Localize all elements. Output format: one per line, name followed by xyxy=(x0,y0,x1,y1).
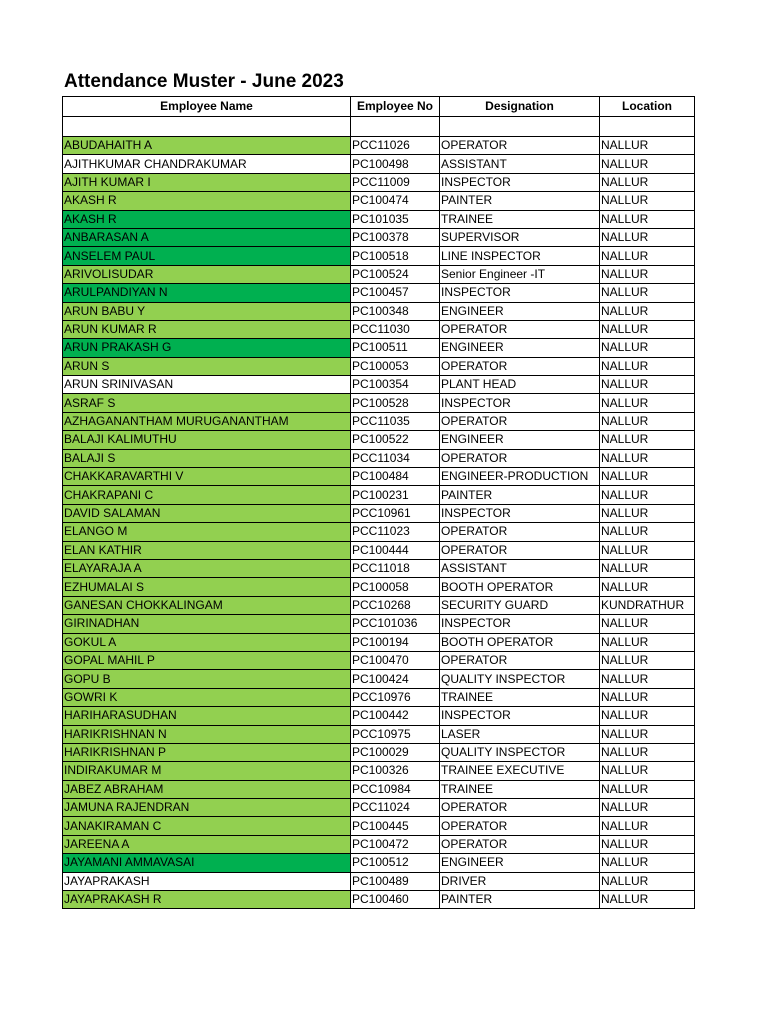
employee-name-cell: ARIVOLISUDAR xyxy=(63,265,351,283)
location-cell: NALLUR xyxy=(600,137,695,155)
employee-no-cell: PC100524 xyxy=(351,265,440,283)
location-cell: NALLUR xyxy=(600,302,695,320)
employee-name-cell: CHAKRAPANI C xyxy=(63,486,351,504)
table-row xyxy=(63,854,695,872)
employee-name-cell: ELAN KATHIR xyxy=(63,541,351,559)
table-row xyxy=(63,468,695,486)
designation-cell: BOOTH OPERATOR xyxy=(440,633,600,651)
location-cell: NALLUR xyxy=(600,228,695,246)
table-row xyxy=(63,633,695,651)
employee-name-cell: AKASH R xyxy=(63,210,351,228)
location-cell: NALLUR xyxy=(600,394,695,412)
location-cell: NALLUR xyxy=(600,725,695,743)
employee-name-cell: GOPU B xyxy=(63,670,351,688)
employee-no-cell: PCC10268 xyxy=(351,596,440,614)
employee-name-cell: ARULPANDIYAN N xyxy=(63,284,351,302)
designation-cell: ENGINEER xyxy=(440,431,600,449)
table-row xyxy=(63,707,695,725)
designation-cell: PAINTER xyxy=(440,891,600,909)
designation-cell: OPERATOR xyxy=(440,523,600,541)
employee-name-cell: HARIHARASUDHAN xyxy=(63,707,351,725)
employee-name-cell: HARIKRISHNAN P xyxy=(63,743,351,761)
location-cell: NALLUR xyxy=(600,339,695,357)
employee-no-cell: PCC11034 xyxy=(351,449,440,467)
employee-no-cell: PC100489 xyxy=(351,872,440,890)
designation-cell: QUALITY INSPECTOR xyxy=(440,743,600,761)
attendance-table xyxy=(62,96,695,909)
location-cell: NALLUR xyxy=(600,872,695,890)
location-cell: NALLUR xyxy=(600,449,695,467)
table-row xyxy=(63,541,695,559)
employee-name-cell: ELANGO M xyxy=(63,523,351,541)
employee-no-cell: PC100511 xyxy=(351,339,440,357)
designation-cell: OPERATOR xyxy=(440,449,600,467)
designation-cell: LASER xyxy=(440,725,600,743)
designation-cell: OPERATOR xyxy=(440,541,600,559)
employee-name-cell: ARUN KUMAR R xyxy=(63,320,351,338)
location-cell: NALLUR xyxy=(600,523,695,541)
employee-no-cell: PC101035 xyxy=(351,210,440,228)
employee-no-cell: PC100518 xyxy=(351,247,440,265)
designation-cell: OPERATOR xyxy=(440,137,600,155)
location-cell: NALLUR xyxy=(600,688,695,706)
table-row xyxy=(63,596,695,614)
table-row xyxy=(63,799,695,817)
header-row xyxy=(63,97,695,117)
employee-name-cell: INDIRAKUMAR M xyxy=(63,762,351,780)
designation-cell: QUALITY INSPECTOR xyxy=(440,670,600,688)
employee-no-cell: PC100053 xyxy=(351,357,440,375)
designation-cell: TRAINEE EXECUTIVE xyxy=(440,762,600,780)
designation-cell: PAINTER xyxy=(440,486,600,504)
page-title: Attendance Muster - June 2023 xyxy=(64,71,344,92)
location-cell: NALLUR xyxy=(600,707,695,725)
location-cell: NALLUR xyxy=(600,468,695,486)
table-row xyxy=(63,559,695,577)
table-row xyxy=(63,431,695,449)
table-row xyxy=(63,155,695,173)
location-cell: NALLUR xyxy=(600,431,695,449)
table-row xyxy=(63,339,695,357)
designation-cell: INSPECTOR xyxy=(440,284,600,302)
blank-cell xyxy=(351,117,440,137)
employee-no-cell: PCC11030 xyxy=(351,320,440,338)
blank-cell xyxy=(63,117,351,137)
employee-name-cell: ARUN S xyxy=(63,357,351,375)
header-employee-name: Employee Name xyxy=(63,97,351,117)
location-cell: NALLUR xyxy=(600,376,695,394)
designation-cell: SUPERVISOR xyxy=(440,228,600,246)
employee-name-cell: JANAKIRAMAN C xyxy=(63,817,351,835)
table-row xyxy=(63,578,695,596)
designation-cell: TRAINEE xyxy=(440,688,600,706)
employee-no-cell: PC100354 xyxy=(351,376,440,394)
employee-no-cell: PC100348 xyxy=(351,302,440,320)
employee-name-cell: AZHAGANANTHAM MURUGANANTHAM xyxy=(63,412,351,430)
designation-cell: SECURITY GUARD xyxy=(440,596,600,614)
designation-cell: ENGINEER xyxy=(440,339,600,357)
employee-name-cell: JABEZ ABRAHAM xyxy=(63,780,351,798)
table-row xyxy=(63,651,695,669)
table-row xyxy=(63,891,695,909)
header-location: Location xyxy=(600,97,695,117)
table-row xyxy=(63,228,695,246)
employee-no-cell: PC100528 xyxy=(351,394,440,412)
employee-name-cell: GOPAL MAHIL P xyxy=(63,651,351,669)
employee-name-cell: AJITHKUMAR CHANDRAKUMAR xyxy=(63,155,351,173)
employee-name-cell: ARUN PRAKASH G xyxy=(63,339,351,357)
employee-name-cell: JAYAMANI AMMAVASAI xyxy=(63,854,351,872)
designation-cell: ENGINEER-PRODUCTION xyxy=(440,468,600,486)
employee-name-cell: GOWRI K xyxy=(63,688,351,706)
designation-cell: TRAINEE xyxy=(440,210,600,228)
employee-no-cell: PC100474 xyxy=(351,192,440,210)
designation-cell: OPERATOR xyxy=(440,799,600,817)
table-row xyxy=(63,192,695,210)
table-row xyxy=(63,394,695,412)
employee-name-cell: AKASH R xyxy=(63,192,351,210)
location-cell: NALLUR xyxy=(600,762,695,780)
blank-row xyxy=(63,117,695,137)
designation-cell: OPERATOR xyxy=(440,412,600,430)
table-row xyxy=(63,615,695,633)
employee-no-cell: PC100445 xyxy=(351,817,440,835)
location-cell: NALLUR xyxy=(600,835,695,853)
location-cell: NALLUR xyxy=(600,615,695,633)
designation-cell: OPERATOR xyxy=(440,835,600,853)
employee-no-cell: PC100498 xyxy=(351,155,440,173)
employee-no-cell: PCC101036 xyxy=(351,615,440,633)
employee-no-cell: PC100326 xyxy=(351,762,440,780)
location-cell: NALLUR xyxy=(600,817,695,835)
employee-no-cell: PC100194 xyxy=(351,633,440,651)
employee-name-cell: GIRINADHAN xyxy=(63,615,351,633)
location-cell: NALLUR xyxy=(600,891,695,909)
location-cell: NALLUR xyxy=(600,780,695,798)
table-row xyxy=(63,725,695,743)
employee-no-cell: PCC11035 xyxy=(351,412,440,430)
location-cell: NALLUR xyxy=(600,155,695,173)
designation-cell: INSPECTOR xyxy=(440,707,600,725)
location-cell: NALLUR xyxy=(600,284,695,302)
employee-no-cell: PCC10976 xyxy=(351,688,440,706)
designation-cell: Senior Engineer -IT xyxy=(440,265,600,283)
employee-no-cell: PC100424 xyxy=(351,670,440,688)
employee-no-cell: PC100522 xyxy=(351,431,440,449)
employee-no-cell: PCC11024 xyxy=(351,799,440,817)
table-row xyxy=(63,265,695,283)
designation-cell: INSPECTOR xyxy=(440,504,600,522)
employee-no-cell: PCC10984 xyxy=(351,780,440,798)
location-cell: NALLUR xyxy=(600,670,695,688)
employee-name-cell: ARUN SRINIVASAN xyxy=(63,376,351,394)
designation-cell: OPERATOR xyxy=(440,651,600,669)
table-row xyxy=(63,780,695,798)
designation-cell: OPERATOR xyxy=(440,357,600,375)
designation-cell: PAINTER xyxy=(440,192,600,210)
employee-no-cell: PCC10961 xyxy=(351,504,440,522)
location-cell: NALLUR xyxy=(600,265,695,283)
location-cell: NALLUR xyxy=(600,192,695,210)
designation-cell: ASSISTANT xyxy=(440,559,600,577)
employee-name-cell: JAYAPRAKASH R xyxy=(63,891,351,909)
location-cell: NALLUR xyxy=(600,743,695,761)
location-cell: NALLUR xyxy=(600,633,695,651)
designation-cell: OPERATOR xyxy=(440,320,600,338)
location-cell: NALLUR xyxy=(600,799,695,817)
location-cell: NALLUR xyxy=(600,320,695,338)
table-row xyxy=(63,412,695,430)
table-row xyxy=(63,817,695,835)
employee-name-cell: JAMUNA RAJENDRAN xyxy=(63,799,351,817)
employee-no-cell: PC100029 xyxy=(351,743,440,761)
location-cell: NALLUR xyxy=(600,651,695,669)
employee-name-cell: ARUN BABU Y xyxy=(63,302,351,320)
table-row xyxy=(63,523,695,541)
header-designation: Designation xyxy=(440,97,600,117)
location-cell: NALLUR xyxy=(600,247,695,265)
employee-name-cell: DAVID SALAMAN xyxy=(63,504,351,522)
designation-cell: ENGINEER xyxy=(440,302,600,320)
employee-no-cell: PC100470 xyxy=(351,651,440,669)
table-row xyxy=(63,320,695,338)
employee-name-cell: BALAJI KALIMUTHU xyxy=(63,431,351,449)
designation-cell: INSPECTOR xyxy=(440,615,600,633)
employee-name-cell: JAREENA A xyxy=(63,835,351,853)
employee-name-cell: AJITH KUMAR I xyxy=(63,173,351,191)
table-row xyxy=(63,449,695,467)
employee-no-cell: PCC11009 xyxy=(351,173,440,191)
employee-name-cell: CHAKKARAVARTHI V xyxy=(63,468,351,486)
designation-cell: BOOTH OPERATOR xyxy=(440,578,600,596)
designation-cell: ENGINEER xyxy=(440,854,600,872)
designation-cell: TRAINEE xyxy=(440,780,600,798)
blank-cell xyxy=(440,117,600,137)
employee-no-cell: PC100058 xyxy=(351,578,440,596)
table-row xyxy=(63,762,695,780)
employee-no-cell: PC100442 xyxy=(351,707,440,725)
employee-name-cell: ASRAF S xyxy=(63,394,351,412)
employee-no-cell: PCC10975 xyxy=(351,725,440,743)
table-row xyxy=(63,357,695,375)
employee-no-cell: PC100484 xyxy=(351,468,440,486)
employee-name-cell: JAYAPRAKASH xyxy=(63,872,351,890)
designation-cell: LINE INSPECTOR xyxy=(440,247,600,265)
table-row xyxy=(63,173,695,191)
location-cell: NALLUR xyxy=(600,854,695,872)
employee-no-cell: PC100378 xyxy=(351,228,440,246)
employee-no-cell: PC100512 xyxy=(351,854,440,872)
employee-name-cell: GANESAN CHOKKALINGAM xyxy=(63,596,351,614)
employee-name-cell: BALAJI S xyxy=(63,449,351,467)
employee-no-cell: PCC11026 xyxy=(351,137,440,155)
location-cell: NALLUR xyxy=(600,559,695,577)
employee-no-cell: PC100444 xyxy=(351,541,440,559)
employee-no-cell: PC100231 xyxy=(351,486,440,504)
employee-name-cell: GOKUL A xyxy=(63,633,351,651)
location-cell: NALLUR xyxy=(600,486,695,504)
employee-name-cell: HARIKRISHNAN N xyxy=(63,725,351,743)
table-row xyxy=(63,210,695,228)
location-cell: NALLUR xyxy=(600,578,695,596)
table-row xyxy=(63,835,695,853)
employee-no-cell: PC100472 xyxy=(351,835,440,853)
employee-no-cell: PC100457 xyxy=(351,284,440,302)
location-cell: NALLUR xyxy=(600,357,695,375)
designation-cell: DRIVER xyxy=(440,872,600,890)
table-row xyxy=(63,247,695,265)
employee-name-cell: ELAYARAJA A xyxy=(63,559,351,577)
table-row xyxy=(63,504,695,522)
employee-name-cell: ANBARASAN A xyxy=(63,228,351,246)
designation-cell: ASSISTANT xyxy=(440,155,600,173)
employee-name-cell: ABUDAHAITH A xyxy=(63,137,351,155)
location-cell: NALLUR xyxy=(600,412,695,430)
location-cell: NALLUR xyxy=(600,173,695,191)
header-employee-no: Employee No xyxy=(351,97,440,117)
location-cell: NALLUR xyxy=(600,210,695,228)
employee-name-cell: EZHUMALAI S xyxy=(63,578,351,596)
employee-no-cell: PC100460 xyxy=(351,891,440,909)
location-cell: NALLUR xyxy=(600,541,695,559)
designation-cell: PLANT HEAD xyxy=(440,376,600,394)
designation-cell: INSPECTOR xyxy=(440,394,600,412)
location-cell: KUNDRATHUR xyxy=(600,596,695,614)
blank-cell xyxy=(600,117,695,137)
table-row xyxy=(63,743,695,761)
employee-no-cell: PCC11023 xyxy=(351,523,440,541)
table-row xyxy=(63,302,695,320)
table-row xyxy=(63,137,695,155)
table-row xyxy=(63,688,695,706)
designation-cell: OPERATOR xyxy=(440,817,600,835)
location-cell: NALLUR xyxy=(600,504,695,522)
employee-no-cell: PCC11018 xyxy=(351,559,440,577)
table-row xyxy=(63,376,695,394)
designation-cell: INSPECTOR xyxy=(440,173,600,191)
table-row xyxy=(63,872,695,890)
table-row xyxy=(63,670,695,688)
employee-name-cell: ANSELEM PAUL xyxy=(63,247,351,265)
table-row xyxy=(63,284,695,302)
table-row xyxy=(63,486,695,504)
